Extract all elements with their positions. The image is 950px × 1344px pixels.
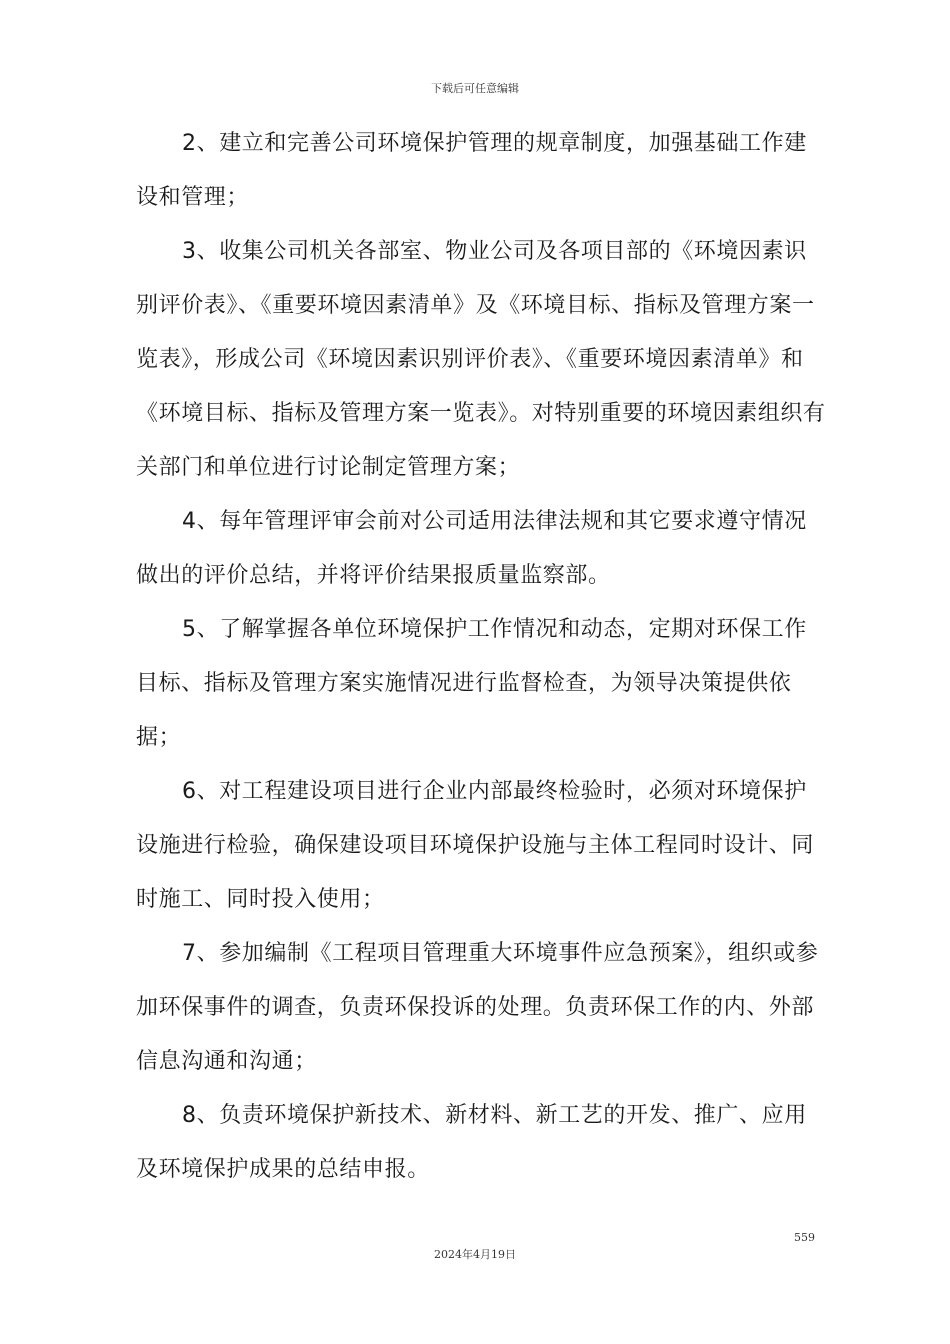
paragraph-item-4: 4、每年管理评审会前对公司适用法律法规和其它要求遵守情况做出的评价总结，并将评价结果报质量监察部。 bbox=[136, 509, 807, 588]
paragraph-item-6: 6、对工程建设项目进行企业内部最终检验时，必须对环境保护设施进行检验，确保建设项目环境保护设施与主体工程同时设计、同时施工、同时投入使用； bbox=[136, 779, 815, 912]
paragraph-item-5: 5、了解掌握各单位环境保护工作情况和动态，定期对环保工作目标、指标及管理方案实施情况进行监督检查，为领导决策提供依据； bbox=[136, 617, 807, 750]
paragraph-item-2: 2、建立和完善公司环境保护管理的规章制度，加强基础工作建设和管理； bbox=[136, 131, 807, 210]
footer-date: 2024年4月19日 bbox=[434, 1248, 516, 1261]
paragraph-item-7: 7、参加编制《工程项目管理重大环境事件应急预案》，组织或参加环保事件的调查，负责环保投诉的处理。负责环保工作的内、外部信息沟通和沟通； bbox=[136, 941, 819, 1074]
document-body bbox=[136, 117, 826, 1197]
paragraph-item-3: 3、收集公司机关各部室、物业公司及各项目部的《环境因素识别评价表》、《重要环境因素清单》及《环境目标、指标及管理方案一览表》，形成公司《环境因素识别评价表》、《重要环境因素清单》和《环境目标、指标及管理方案一览表》。对特别重要的环境因素组织有关部门和单位进行讨论制定管理方案； bbox=[136, 239, 826, 480]
page-number: 559 bbox=[794, 1231, 815, 1244]
page-header: 下载后可任意编辑 bbox=[431, 82, 519, 95]
paragraph-item-8: 8、负责环境保护新技术、新材料、新工艺的开发、推广、应用及环境保护成果的总结申报。 bbox=[136, 1103, 807, 1182]
